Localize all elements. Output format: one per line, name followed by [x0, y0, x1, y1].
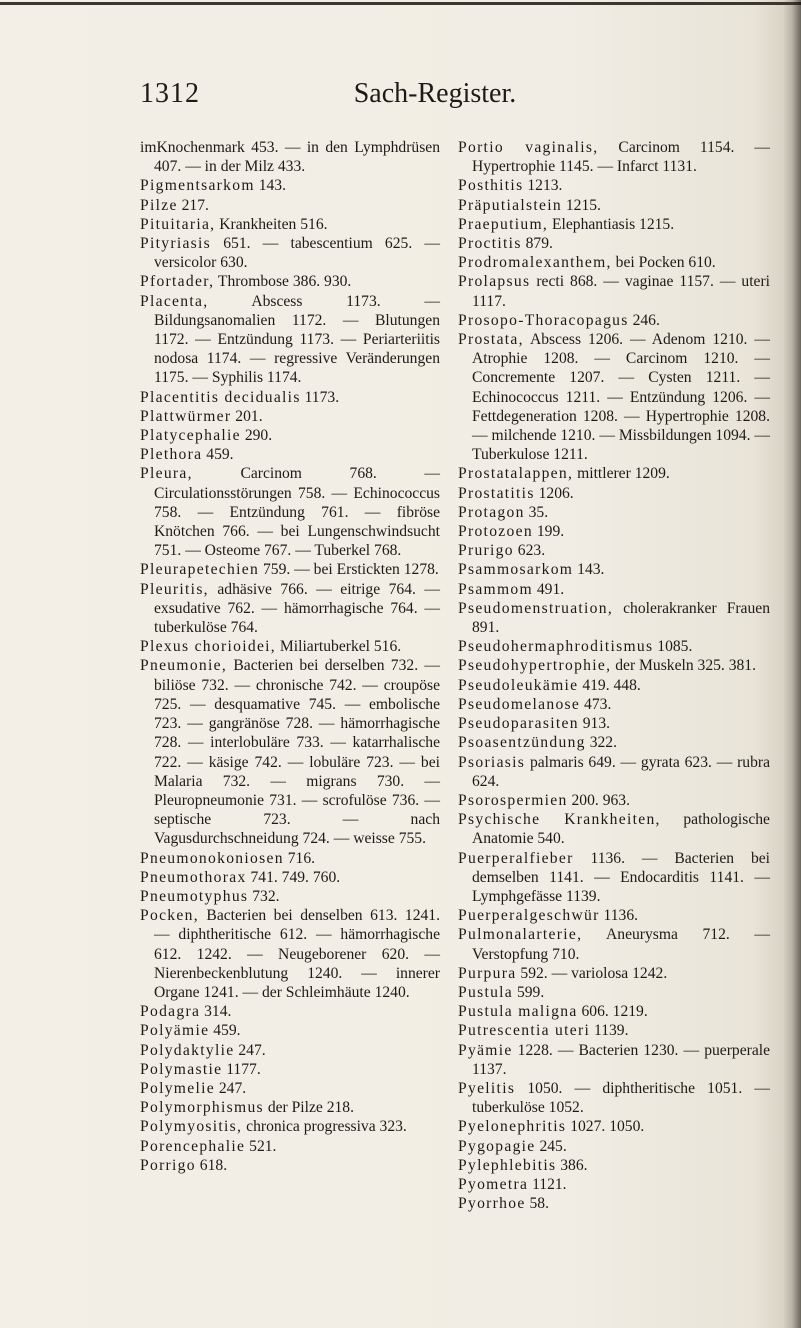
index-entry	[140, 272, 440, 291]
index-term: Pseudomenstruation,	[458, 599, 614, 617]
index-references: 1215.	[565, 196, 601, 214]
index-references: 599.	[516, 983, 545, 1001]
index-entry	[458, 522, 770, 541]
index-references: Bacterien bei derselben 732. — biliöse 732. — chronische 742. — croupöse 725. — desquamative 745. — embolische 723. — gangränöse 728. — hämorrhagische 728. — interlobuläre 733. — katarrhalische 722. — käsige 742. — lobuläre 723. — bei Malaria 732. — migrans 730. — Pleuropneumonie 731. — scrofulöse 736. — septische 723. — nach Vagusdurchschneidung 724. — weisse 755.	[154, 657, 440, 848]
index-term: Pyämie	[458, 1041, 513, 1059]
index-references: 521.	[249, 1137, 277, 1155]
index-references: pathologische Anatomie 540.	[472, 811, 770, 848]
index-references: 1228. — Bacterien 1230. — puerperale 1137.	[472, 1041, 770, 1078]
index-term: Psorospermien	[458, 791, 568, 809]
index-term: Psychische Krankheiten,	[458, 811, 661, 829]
index-term: Präputialstein	[458, 196, 562, 214]
index-term: Prostatitis	[458, 484, 535, 502]
index-term: Pleura,	[140, 465, 193, 483]
index-entry	[458, 964, 770, 983]
index-term: Polymyositis,	[140, 1118, 243, 1136]
index-term: Pseudomelanose	[458, 695, 581, 713]
index-references: 201.	[235, 407, 263, 425]
index-entry	[140, 1060, 440, 1079]
index-references: 314.	[204, 1003, 232, 1021]
index-references: 1121.	[532, 1175, 567, 1193]
index-references: 913.	[582, 715, 611, 733]
index-references: 386.	[560, 1156, 588, 1174]
index-references: 1177.	[226, 1060, 261, 1078]
index-entry	[458, 1137, 770, 1156]
index-entry	[458, 176, 770, 195]
index-references: 1213.	[527, 177, 563, 195]
index-term: Prurigo	[458, 542, 514, 560]
index-entry	[140, 1079, 440, 1098]
index-term: Pneumonokoniosen	[140, 849, 284, 867]
index-term: Psoasentzündung	[458, 734, 586, 752]
index-references: 200. 963.	[571, 791, 630, 809]
index-term: Polyämie	[140, 1022, 210, 1040]
index-entry	[458, 637, 770, 656]
index-entry	[458, 1175, 770, 1194]
index-entry	[458, 1002, 770, 1021]
index-term: Psammom	[458, 580, 533, 598]
index-entry	[140, 176, 440, 195]
index-entry	[140, 1098, 440, 1117]
index-references: 1206.	[538, 484, 574, 502]
page-number: 1312	[140, 78, 200, 109]
index-references: 58.	[529, 1195, 549, 1213]
index-term: Pustula maligna	[458, 1003, 578, 1021]
index-term: Prolapsus	[458, 273, 531, 291]
index-entry	[458, 1021, 770, 1040]
index-term: Purpura	[458, 964, 517, 982]
index-references: 473.	[584, 695, 612, 713]
index-entry	[458, 503, 770, 522]
index-references: 606. 1219.	[581, 1003, 648, 1021]
index-references: 592. — variolosa 1242.	[520, 964, 668, 982]
index-references: 759. — bei Erstickten 1278.	[262, 561, 439, 579]
index-entry	[458, 791, 770, 810]
index-entry	[458, 196, 770, 215]
index-references: 290.	[244, 427, 273, 445]
index-references: 623.	[517, 542, 546, 560]
index-entry	[458, 733, 770, 752]
index-column-right	[458, 138, 770, 1213]
index-references: 419. 448.	[582, 676, 641, 694]
index-entry	[458, 580, 770, 599]
index-references: 322.	[589, 734, 617, 752]
page-edge-shadow	[783, 0, 801, 1328]
index-references: Abscess 1173. — Bildungsanomalien 1172. — Blutungen 1172. — Entzündung 1173. — Periarteriitis nodosa 1174. — regressive Veränderungen 1175. — Syphilis 1174.	[154, 292, 440, 387]
index-entry	[458, 695, 770, 714]
index-entry	[140, 560, 440, 579]
index-term: Plattwürmer	[140, 407, 232, 425]
index-term: Prostatalappen,	[458, 465, 574, 483]
index-entry	[458, 714, 770, 733]
index-term: Prodromalexanthem,	[458, 254, 612, 272]
index-entry	[140, 906, 440, 1002]
index-entry	[140, 1137, 440, 1156]
index-references: 459.	[206, 446, 234, 464]
index-term: Polymelie	[140, 1079, 215, 1097]
index-references: chronica progressiva 323.	[246, 1118, 407, 1136]
index-term: Pylephlebitis	[458, 1156, 557, 1174]
index-references: adhäsive 766. — eitrige 764. — exsudative 762. — hämorrhagische 764. — tuberkulöse 764.	[154, 580, 440, 637]
index-entry	[140, 464, 440, 560]
index-term: Placenta,	[140, 292, 209, 310]
index-term: Puerperalfieber	[458, 849, 574, 867]
index-term: Pilze	[140, 196, 178, 214]
index-term: Pneumotyphus	[140, 887, 249, 905]
index-entry	[458, 753, 770, 791]
index-term: Pneumonie,	[140, 657, 228, 675]
index-entry	[140, 656, 440, 848]
index-term: Prosopo-Thoracopagus	[458, 311, 629, 329]
index-entry	[140, 445, 440, 464]
index-term: Portio vaginalis,	[458, 139, 599, 156]
index-references: Elephantiasis 1215.	[552, 215, 675, 233]
index-entry	[140, 1002, 440, 1021]
index-references: 732.	[252, 887, 280, 905]
index-entry	[140, 1041, 440, 1060]
index-references: Miliartuberkel 516.	[279, 638, 402, 656]
index-entry	[458, 234, 770, 253]
index-entry	[458, 849, 770, 907]
index-term: Podagra	[140, 1003, 201, 1021]
index-term: Protagon	[458, 503, 525, 521]
index-references: 716.	[287, 849, 316, 867]
index-term: Protozoen	[458, 523, 533, 541]
index-references: 143.	[258, 177, 286, 195]
index-term: Pyelitis	[458, 1079, 516, 1097]
index-references: der Pilze 218.	[267, 1099, 355, 1117]
index-entry	[458, 1117, 770, 1136]
index-entry	[140, 1117, 440, 1136]
index-term: Pfortader,	[140, 273, 215, 291]
index-references: der Muskeln 325. 381.	[615, 657, 756, 675]
index-term: Pleurapetechien	[140, 561, 260, 579]
index-entry	[140, 215, 440, 234]
index-entry	[458, 1156, 770, 1175]
index-entry	[458, 272, 770, 310]
index-entry	[140, 849, 440, 868]
index-term: Putrescentia uteri	[458, 1022, 591, 1040]
index-entry	[140, 580, 440, 638]
index-entry	[140, 887, 440, 906]
index-references: Thrombose 386. 930.	[217, 273, 352, 291]
index-term: Placentitis decidualis	[140, 388, 301, 406]
index-entry	[458, 925, 770, 963]
index-term: Pyorrhoe	[458, 1195, 526, 1213]
index-term: Pseudohermaphroditismus	[458, 638, 654, 656]
index-term: Pocken,	[140, 907, 199, 925]
index-term: Pyometra	[458, 1175, 529, 1193]
index-entry	[458, 484, 770, 503]
index-term: Pigmentsarkom	[140, 177, 255, 195]
index-references: 879.	[525, 235, 553, 253]
index-term: Pneumothorax	[140, 868, 247, 886]
index-entry	[140, 234, 440, 272]
index-term: Plexus chorioidei,	[140, 638, 277, 656]
index-entry	[458, 599, 770, 637]
index-term: Polymorphismus	[140, 1099, 264, 1117]
index-term: Platycephalie	[140, 427, 241, 445]
page-header	[0, 78, 801, 118]
index-term: Pyelonephritis	[458, 1118, 567, 1136]
index-references: 1139.	[594, 1022, 629, 1040]
index-entry	[458, 1079, 770, 1117]
index-entry	[458, 138, 770, 176]
index-references: imKnochenmark 453. — in den Lymphdrüsen 407. — in der Milz 433.	[140, 139, 440, 176]
index-entry	[458, 330, 770, 464]
index-references: 651. — tabescentium 625. — versicolor 630.	[154, 235, 440, 272]
index-entry	[458, 541, 770, 560]
index-references: 618.	[199, 1156, 228, 1174]
index-term: Pityriasis	[140, 235, 212, 253]
index-term: Polydaktylie	[140, 1041, 235, 1059]
index-references: 1085.	[657, 638, 693, 656]
top-rule	[0, 2, 801, 5]
index-term: Praeputium,	[458, 215, 549, 233]
index-entry	[458, 1194, 770, 1213]
index-term: Pseudohypertrophie,	[458, 657, 612, 675]
index-references: mittlerer 1209.	[577, 465, 670, 483]
index-references: 459.	[213, 1022, 241, 1040]
index-term: Pustula	[458, 983, 514, 1001]
index-entry	[140, 407, 440, 426]
index-references: 1050. — diphtheritische 1051. — tuberkulöse 1052.	[472, 1079, 770, 1117]
index-entry	[140, 1156, 440, 1175]
index-entry	[458, 560, 770, 579]
index-term: Pulmonalarterie,	[458, 926, 583, 944]
index-references: palmaris 649. — gyrata 623. — rubra 624.	[472, 753, 770, 790]
index-term: Polymastie	[140, 1060, 223, 1078]
index-references: Aneurysma 712. — Verstopfung 710.	[472, 926, 770, 963]
index-entry	[458, 906, 770, 925]
index-entry	[140, 637, 440, 656]
index-entry	[140, 196, 440, 215]
index-references: Carcinom 1154. — Hypertrophie 1145. — Infarct 1131.	[472, 139, 770, 176]
index-term: Porencephalie	[140, 1137, 246, 1155]
index-references: 217.	[181, 196, 209, 214]
index-entry	[458, 311, 770, 330]
index-term: Puerperalgeschwür	[458, 907, 600, 925]
index-entry	[140, 292, 440, 388]
index-references: 247.	[238, 1041, 266, 1059]
index-entry	[458, 1041, 770, 1079]
index-term: Pygopagie	[458, 1137, 536, 1155]
index-references: 741. 749. 760.	[250, 868, 341, 886]
running-head: Sach-Register.	[353, 78, 517, 109]
index-entry	[458, 656, 770, 675]
index-references: 246.	[632, 311, 660, 329]
index-references: 143.	[577, 561, 605, 579]
index-term: Psammosarkom	[458, 561, 574, 579]
index-term: Pituitaria,	[140, 215, 216, 233]
index-references: 199.	[536, 523, 565, 541]
index-references: 245.	[539, 1137, 567, 1155]
index-entry	[140, 868, 440, 887]
index-references: 1027. 1050.	[570, 1118, 645, 1136]
index-references: cholerakranker Frauen 891.	[472, 599, 770, 637]
index-entry	[140, 426, 440, 445]
index-references: Bacterien bei denselben 613. 1241. — diphtheritische 612. — hämorrhagische 612. 1242. — Neugeborener 620. — Nierenbeckenblutung 1240. — innerer Organe 1241. — der Schleimhäute 1240.	[154, 907, 440, 1001]
index-references: 1136. — Bacterien bei demselben 1141. — Endocarditis 1141. — Lymphgefässe 1139.	[472, 849, 770, 905]
index-entry	[140, 388, 440, 407]
index-entry	[458, 983, 770, 1002]
index-entry	[458, 215, 770, 234]
index-term: Proctitis	[458, 235, 522, 253]
index-term: Pleuritis,	[140, 580, 209, 598]
index-term: Posthitis	[458, 177, 524, 195]
index-references: 247.	[218, 1079, 247, 1097]
index-references: Carcinom 768. — Circulationsstörungen 758. — Echinococcus 758. — Entzündung 761. — fibröse Knötchen 766. — bei Lungenschwindsucht 751. — Osteome 767. — Tuberkel 768.	[154, 465, 440, 560]
index-references: Krankheiten 516.	[219, 215, 328, 233]
index-references: recti 868. — vaginae 1157. — uteri 1117.	[472, 273, 770, 310]
index-references: 1173.	[304, 388, 340, 406]
index-column-left	[140, 138, 440, 1175]
index-term: Plethora	[140, 446, 203, 464]
index-term: Pseudoparasiten	[458, 715, 579, 733]
index-references: Abscess 1206. — Adenom 1210. — Atrophie 1208. — Carcinom 1210. — Concremente 1207. — Cysten 1211. — Echinococcus 1211. — Entzündung 1206. — Fettdegeneration 1208. — Hypertrophie 1208. — milchende 1210. — Missbildungen 1094. — Tuberkulose 1211.	[472, 331, 770, 464]
index-entry	[458, 464, 770, 483]
index-references: 35.	[528, 503, 549, 521]
index-entry	[140, 138, 440, 176]
index-term: Psoriasis	[458, 753, 526, 771]
index-entry	[140, 1021, 440, 1040]
index-references: 1136.	[603, 907, 639, 925]
index-references: 491.	[536, 580, 565, 598]
index-term: Pseudoleukämie	[458, 676, 579, 694]
index-references: bei Pocken 610.	[615, 254, 716, 272]
index-entry	[458, 676, 770, 695]
index-entry	[458, 253, 770, 272]
index-term: Porrigo	[140, 1156, 196, 1174]
index-entry	[458, 810, 770, 848]
index-term: Prostata,	[458, 331, 524, 349]
